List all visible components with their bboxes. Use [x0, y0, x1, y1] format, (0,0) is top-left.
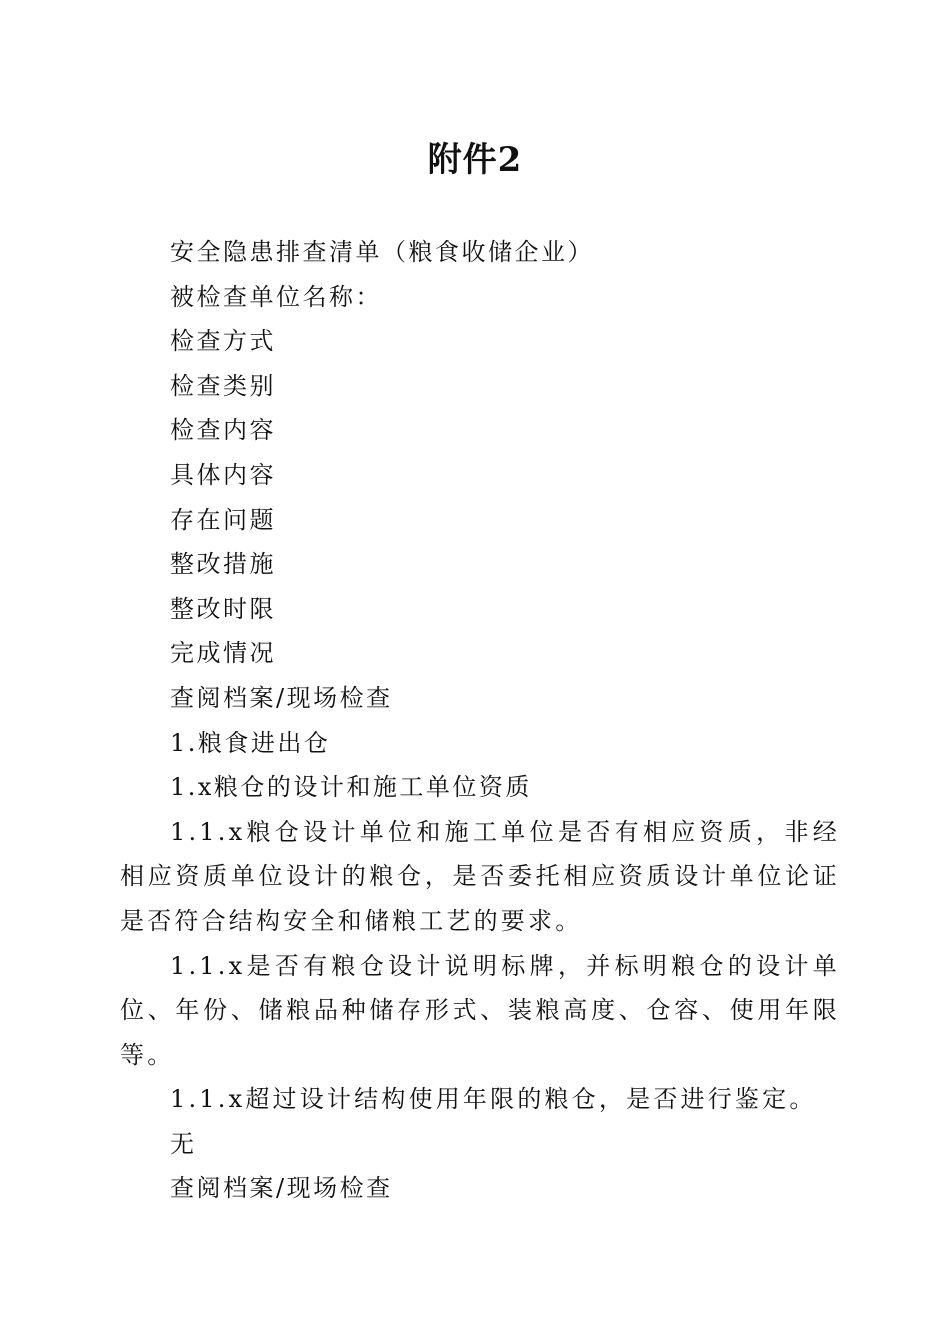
requirement-paragraph: 1.1.x粮仓设计单位和施工单位是否有相应资质，非经相应资质单位设计的粮仓，是否委托相应资质设计单位论证是否符合结构安全和储粮工艺的要求。: [120, 817, 840, 935]
inspection-content-label: 检查内容: [170, 416, 276, 445]
section-heading: 1.粮食进出仓: [170, 728, 331, 757]
inspection-method-value: 查阅档案/现场检查: [170, 683, 393, 712]
requirement-paragraph: 1.1.x是否有粮仓设计说明标牌，并标明粮仓的设计单位、年份、储粮品种储存形式、装粮高度、仓容、使用年限等。: [120, 951, 840, 1069]
rectification-measures-label: 整改措施: [170, 550, 276, 579]
specific-content-label: 具体内容: [170, 460, 276, 489]
requirement-paragraph: 1.1.x超过设计结构使用年限的粮仓，是否进行鉴定。: [170, 1085, 817, 1114]
subsection-heading: 1.x粮仓的设计和施工单位资质: [170, 773, 532, 802]
problem-value: 无: [170, 1129, 197, 1158]
inspection-method-value: 查阅档案/现场检查: [170, 1174, 393, 1203]
inspection-method-label: 检查方式: [170, 327, 276, 356]
document-title: 附件2: [427, 140, 523, 180]
existing-problems-label: 存在问题: [170, 505, 276, 534]
inspected-unit-label: 被检查单位名称：: [170, 282, 382, 311]
document-body: [120, 230, 840, 1211]
inspection-category-label: 检查类别: [170, 371, 276, 400]
completion-status-label: 完成情况: [170, 639, 276, 668]
rectification-deadline-label: 整改时限: [170, 594, 276, 623]
checklist-title: 安全隐患排查清单（粮食收储企业）: [170, 238, 594, 266]
